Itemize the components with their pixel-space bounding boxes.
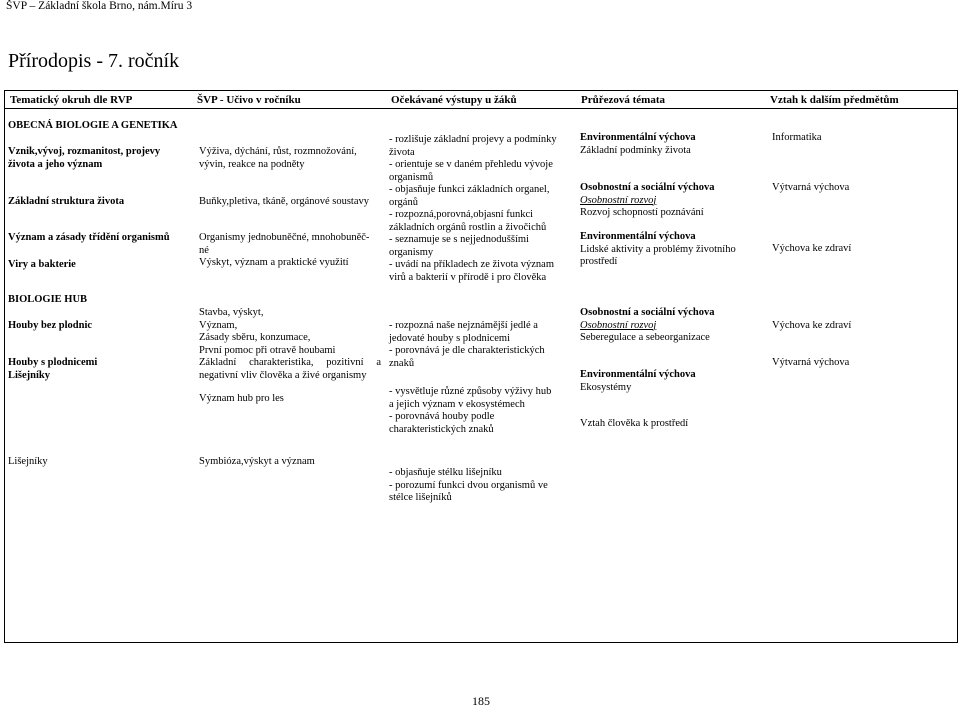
topic-lichens: Lišejníky: [8, 456, 48, 467]
outcomes-fungi-nutrition: - vysvětluje různé způsoby výživy hub a jejich význam v ekosystémech - porovnává houby podle charakteristických znaků: [389, 386, 552, 435]
relation-art: Výtvarná výchova: [772, 182, 850, 193]
cross-topics-personal: Osobnostní a sociální výchova Osobnostní rozvoj Rozvoj schopností poznávání: [580, 182, 715, 218]
curriculum-fungi-forest: Význam hub pro les: [199, 393, 284, 404]
school-header: ŠVP – Základní škola Brno, nám.Míru 3: [6, 0, 193, 12]
curriculum-lichens: Symbióza,výskyt a význam: [199, 456, 315, 467]
topic-classification: Význam a zásady třídění organismů: [8, 232, 170, 243]
curriculum-cells: Buňky,pletiva, tkáně, orgánové soustavy: [199, 196, 370, 207]
page-title: Přírodopis - 7. ročník: [8, 50, 180, 72]
topic-fungi-with-fruiting: Houby s plodnicemi Lišejníky: [8, 357, 98, 381]
topic-origin-life: Vznik,vývoj, rozmanitost, projevy života a jeho význam: [8, 146, 161, 170]
outcomes-fungi-edible: - rozpozná naše nejznámější jedlé a jedovaté houby s plodnicemi - porovnává je dle charakteristických znaků: [389, 320, 545, 369]
relation-fungi-health: Výchova ke zdraví: [772, 320, 852, 331]
cross-topics-environment: Environmentální výchova Lidské aktivity a problémy životního prostředí: [580, 231, 736, 267]
topic-structure-life: Základní struktura života: [8, 196, 125, 207]
cross-topics-human-environment: Vztah člověka k prostředí: [580, 418, 689, 429]
column-header-outcomes: Očekávané výstupy u žáků: [391, 94, 517, 106]
outcomes-lichens: - objasňuje stélku lišejníku - porozumí funkci dvou organismů ve stélce lišejníků: [389, 467, 548, 503]
column-header-curriculum: ŠVP - Učivo v ročníku: [197, 94, 301, 106]
curriculum-nutrition: Výživa, dýchání, růst, rozmnožování, vývin, reakce na podněty: [199, 146, 357, 170]
curriculum-organisms: Organismy jednobuněčné, mnohobuněč- né Výskyt, význam a praktické využití: [199, 232, 370, 268]
relation-fungi-art: Výtvarná výchova: [772, 357, 850, 368]
topic-viruses-bacteria: Viry a bakterie: [8, 259, 76, 270]
relation-informatics: Informatika: [772, 132, 822, 143]
column-header-relations: Vztah k dalším předmětům: [770, 94, 899, 106]
page-number: 185: [472, 694, 490, 708]
section-heading-fungi: BIOLOGIE HUB: [8, 294, 88, 305]
relation-health: Výchova ke zdraví: [772, 243, 852, 254]
outcomes-general-biology: - rozlišuje základní projevy a podmínky života - orientuje se v daném přehledu vývoje organismů - objasňuje funkci základních organel, orgánů - rozpozná,porovná,objasní funkci základních orgánů rostlin a živočichů - seznamuje se s nejjednoduššími organismy - uvádí na příkladech ze života význam virů a bakterií v přírodě i pro člověka: [389, 134, 557, 283]
section-heading-general-biology: OBECNÁ BIOLOGIE A GENETIKA: [8, 120, 178, 131]
column-header-topic: Tematický okruh dle RVP: [10, 94, 133, 106]
cross-topics-general-biology: Environmentální výchova Základní podmínky života: [580, 132, 696, 156]
column-header-cross-topics: Průřezová témata: [581, 94, 665, 106]
curriculum-fungi: Stavba, výskyt, Význam, Zásady sběru, konzumace, První pomoc při otravě houbami Základní charakteristika, pozitivní a negativní vliv člověka a živé organismy: [199, 307, 381, 381]
topic-fungi-without-fruiting: Houby bez plodnic: [8, 320, 93, 331]
header-row-divider: [4, 108, 958, 109]
cross-topics-fungi-personal: Osobnostní a sociální výchova Osobnostní rozvoj Seberegulace a sebeorganizace: [580, 307, 715, 343]
cross-topics-fungi-environment: Environmentální výchova Ekosystémy: [580, 369, 696, 393]
